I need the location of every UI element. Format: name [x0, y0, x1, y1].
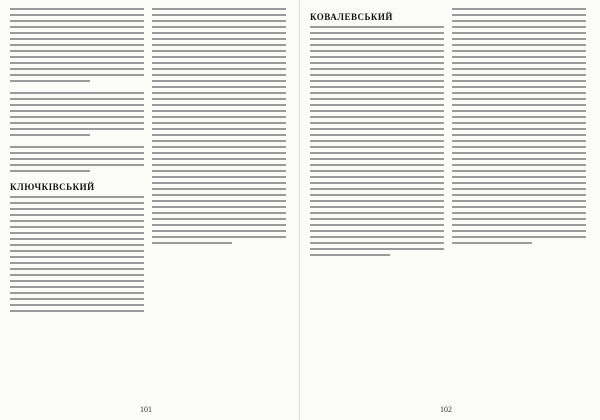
left-page-column-1 — [10, 8, 144, 316]
headword: КЛЮЧКІВСЬКИЙ — [10, 182, 95, 192]
left-page-column-2 — [152, 8, 286, 248]
right-page — [300, 0, 600, 420]
page-number: 102 — [440, 405, 452, 414]
right-page-column-2 — [452, 8, 586, 248]
right-page-column-1 — [310, 8, 444, 260]
headword: КОВАЛЕВСЬКИЙ — [310, 12, 393, 22]
page-number: 101 — [140, 405, 152, 414]
